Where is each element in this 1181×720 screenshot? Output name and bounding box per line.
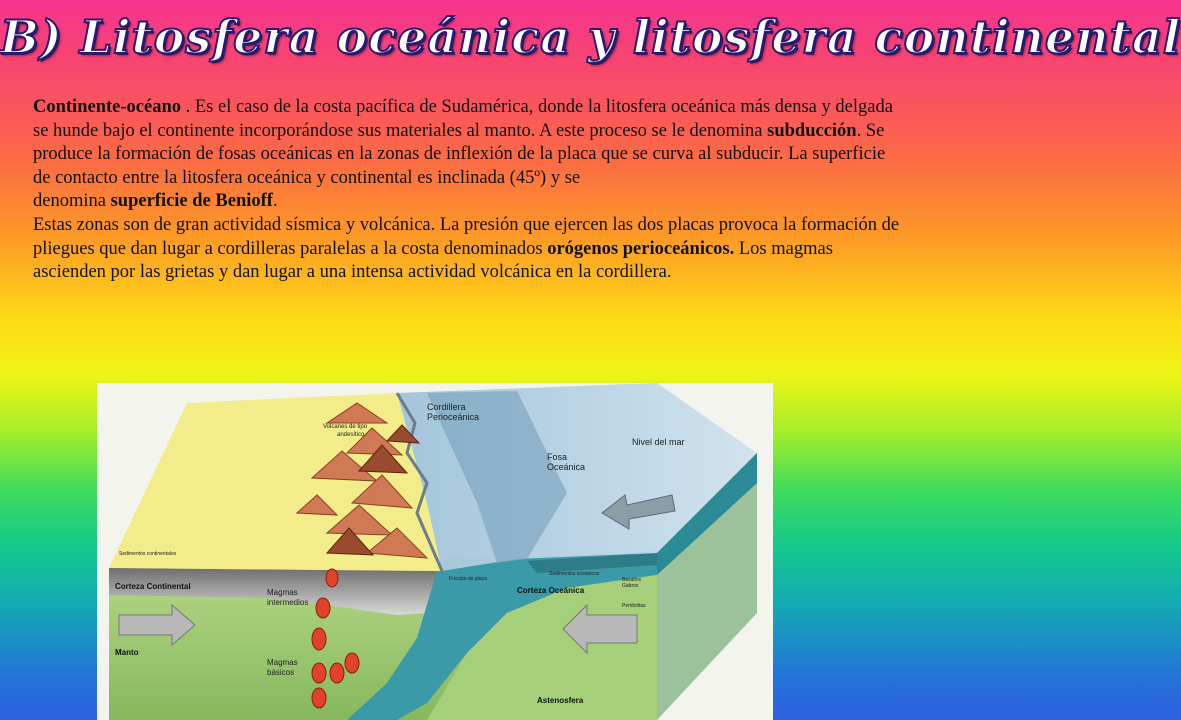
- label-gabros: Gabros: [622, 583, 639, 589]
- label-astenosfera: Astenosfera: [537, 696, 584, 705]
- paragraph-activity: [33, 214, 903, 285]
- label-perioceanica: Perioceánica: [427, 412, 480, 422]
- label-sed-oceanicos: Sedimentos oceánicos: [549, 571, 600, 577]
- paragraph-text: . Se produce la formación de fosas oceánicas en la zonas de inflexión de la placa que se curva al subducir. La superficie de contacto entre la litosfera oceánica y continental es inclinada (45º) y se: [33, 120, 886, 188]
- subduction-diagram: [97, 383, 773, 720]
- label-volcanes-2: andesítico: [337, 432, 365, 438]
- label-magmas-basicos-2: básicos: [267, 668, 295, 677]
- label-manto: Manto: [115, 648, 139, 657]
- subduction-diagram-svg: [97, 383, 773, 720]
- label-fosa: Fosa: [547, 452, 568, 462]
- label-oceanica: Oceánica: [547, 462, 586, 472]
- term-orogenos: orógenos perioceánicos.: [547, 238, 735, 259]
- label-cordillera: Cordillera: [427, 402, 466, 412]
- label-nivel-mar: Nivel del mar: [632, 437, 685, 447]
- paragraph-text: .: [272, 191, 278, 212]
- slide-title: B) Litosfera oceánica y litosfera continental: [0, 10, 1181, 64]
- paragraph-text: Los magmas ascienden por las grietas y dan lugar a una intensa actividad volcánica en la cordillera.: [33, 238, 833, 283]
- paragraph-text: denomina: [33, 191, 111, 212]
- label-magmas-intermedios-2: intermedios: [267, 598, 309, 607]
- label-basaltos: Basaltos: [622, 577, 642, 583]
- label-corteza-continental: Corteza Continental: [115, 582, 191, 591]
- label-peridotitas: Peridotitas: [622, 603, 646, 609]
- term-benioff: superficie de Benioff: [110, 191, 273, 212]
- paragraph-text: Estas zonas son de gran actividad sísmica y volcánica. La presión que ejercen las dos placas provoca la formación de pliegues que dan lugar a cordilleras paralelas a la costa denominados: [33, 214, 900, 259]
- paragraph-text: . Es el caso de la costa pacífica de Sudamérica, donde la litosfera oceánica más densa y delgada se hunde bajo el continente incorporándose sus materiales al manto. A este proceso se le denomina: [33, 97, 893, 141]
- term-continente-oceano: Continente-océano: [33, 97, 181, 117]
- label-magmas-intermedios: Magmas: [267, 588, 298, 597]
- label-sed-continental: Sedimentos continentales: [119, 551, 177, 557]
- label-volcanes: Volcanes de tipo: [323, 424, 368, 430]
- body-text: [33, 96, 903, 285]
- term-subduccion: subducción: [767, 120, 857, 141]
- paragraph-subduction: [33, 96, 903, 214]
- label-corteza-oceanica: Corteza Oceánica: [517, 586, 585, 595]
- label-friccion: Fricción de plaza: [449, 576, 487, 582]
- label-magmas-basicos: Magmas: [267, 658, 298, 667]
